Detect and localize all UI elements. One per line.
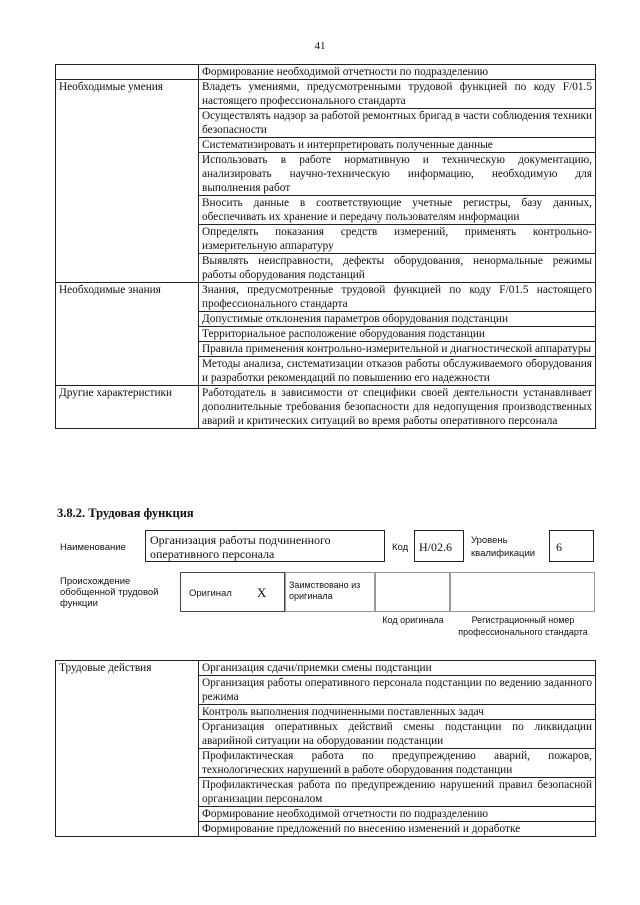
original-mark: X bbox=[257, 585, 267, 600]
name-value: Организация работы подчиненного оперативного персонала bbox=[150, 533, 331, 561]
original-label: Оригинал bbox=[189, 588, 232, 599]
row-text: Организация сдачи/приемки смены подстанции bbox=[199, 661, 596, 676]
row-text: Работодатель в зависимости от специфики своей деятельности устанавливает дополнительные требования безопасности для недопущения производственных аварий и критических ситуаций во время работы оперативного персонала bbox=[199, 386, 596, 429]
row-text: Использовать в работе нормативную и техническую документацию, анализировать научно-техническую информацию, необходимую для выполнения работ bbox=[199, 153, 596, 196]
row-text: Систематизировать и интерпретировать полученные данные bbox=[199, 138, 596, 153]
labor-actions-table bbox=[55, 660, 596, 837]
level-label: Уровень квалификации bbox=[471, 535, 536, 559]
row-text: Профилактическая работа по предупреждению аварий, пожаров, технологических нарушений в работе оборудования подстанции bbox=[199, 749, 596, 778]
borrowed-label: Заимствовано из оригинала bbox=[289, 580, 361, 601]
table-row bbox=[56, 661, 596, 676]
reg-caption: Регистрационный номер профессионального стандарта bbox=[458, 615, 588, 637]
reg-number-box bbox=[450, 572, 595, 612]
code-label: Код bbox=[392, 542, 409, 553]
row-text: Формирование необходимой отчетности по подразделению bbox=[199, 807, 596, 822]
name-label: Наименование bbox=[60, 542, 126, 553]
original-code-box bbox=[375, 572, 450, 612]
table-row bbox=[56, 386, 596, 429]
row-text: Контроль выполнения подчиненными поставленных задач bbox=[199, 705, 596, 720]
skills-knowledge-table bbox=[55, 64, 596, 429]
row-label bbox=[56, 65, 199, 80]
row-text: Организация оперативных действий смены подстанции по ликвидации аварийной ситуации на оборудовании подстанции bbox=[199, 720, 596, 749]
origin-label: Происхождение обобщенной трудовой функции bbox=[60, 576, 159, 609]
row-text: Допустимые отклонения параметров оборудования подстанции bbox=[199, 312, 596, 327]
row-text: Вносить данные в соответствующие учетные регистры, базу данных, обеспечивать их хранение и передачу пользователям информации bbox=[199, 196, 596, 225]
page-number: 41 bbox=[314, 40, 326, 52]
row-text: Владеть умениями, предусмотренными трудовой функцией по коду F/01.5 настоящего профессионального стандарта bbox=[199, 80, 596, 109]
row-label: Трудовые действия bbox=[56, 661, 199, 837]
code-value: H/02.6 bbox=[419, 540, 452, 554]
row-label: Необходимые умения bbox=[56, 80, 199, 283]
row-text: Территориальное расположение оборудования подстанции bbox=[199, 327, 596, 342]
row-label: Другие характеристики bbox=[56, 386, 199, 429]
row-label: Необходимые знания bbox=[56, 283, 199, 386]
level-value: 6 bbox=[556, 540, 562, 554]
row-text: Методы анализа, систематизации отказов работы обслуживаемого оборудования и разработки рекомендаций по повышению его надежности bbox=[199, 357, 596, 386]
row-text: Определять показания средств измерений, применять контрольно-измерительную аппаратуру bbox=[199, 225, 596, 254]
table-row bbox=[56, 283, 596, 312]
section-title: 3.8.2. Трудовая функция bbox=[57, 506, 194, 520]
code-caption: Код оригинала bbox=[382, 615, 444, 625]
row-text: Знания, предусмотренные трудовой функцией по коду F/01.5 настоящего профессионального стандарта bbox=[199, 283, 596, 312]
table-row bbox=[56, 80, 596, 109]
table-row bbox=[56, 65, 596, 80]
row-text: Выявлять неисправности, дефекты оборудования, ненормальные режимы работы оборудования подстанций bbox=[199, 254, 596, 283]
row-text: Формирование предложений по внесению изменений и доработке bbox=[199, 822, 596, 837]
row-text: Правила применения контрольно-измерительной и диагностической аппаратуры bbox=[199, 342, 596, 357]
row-text: Организация работы оперативного персонала подстанции по ведению заданного режима bbox=[199, 676, 596, 705]
row-text: Профилактическая работа по предупреждению нарушений правил безопасной организации персоналом bbox=[199, 778, 596, 807]
row-text: Формирование необходимой отчетности по подразделению bbox=[199, 65, 596, 80]
row-text: Осуществлять надзор за работой ремонтных бригад в части соблюдения техники безопасности bbox=[199, 109, 596, 138]
